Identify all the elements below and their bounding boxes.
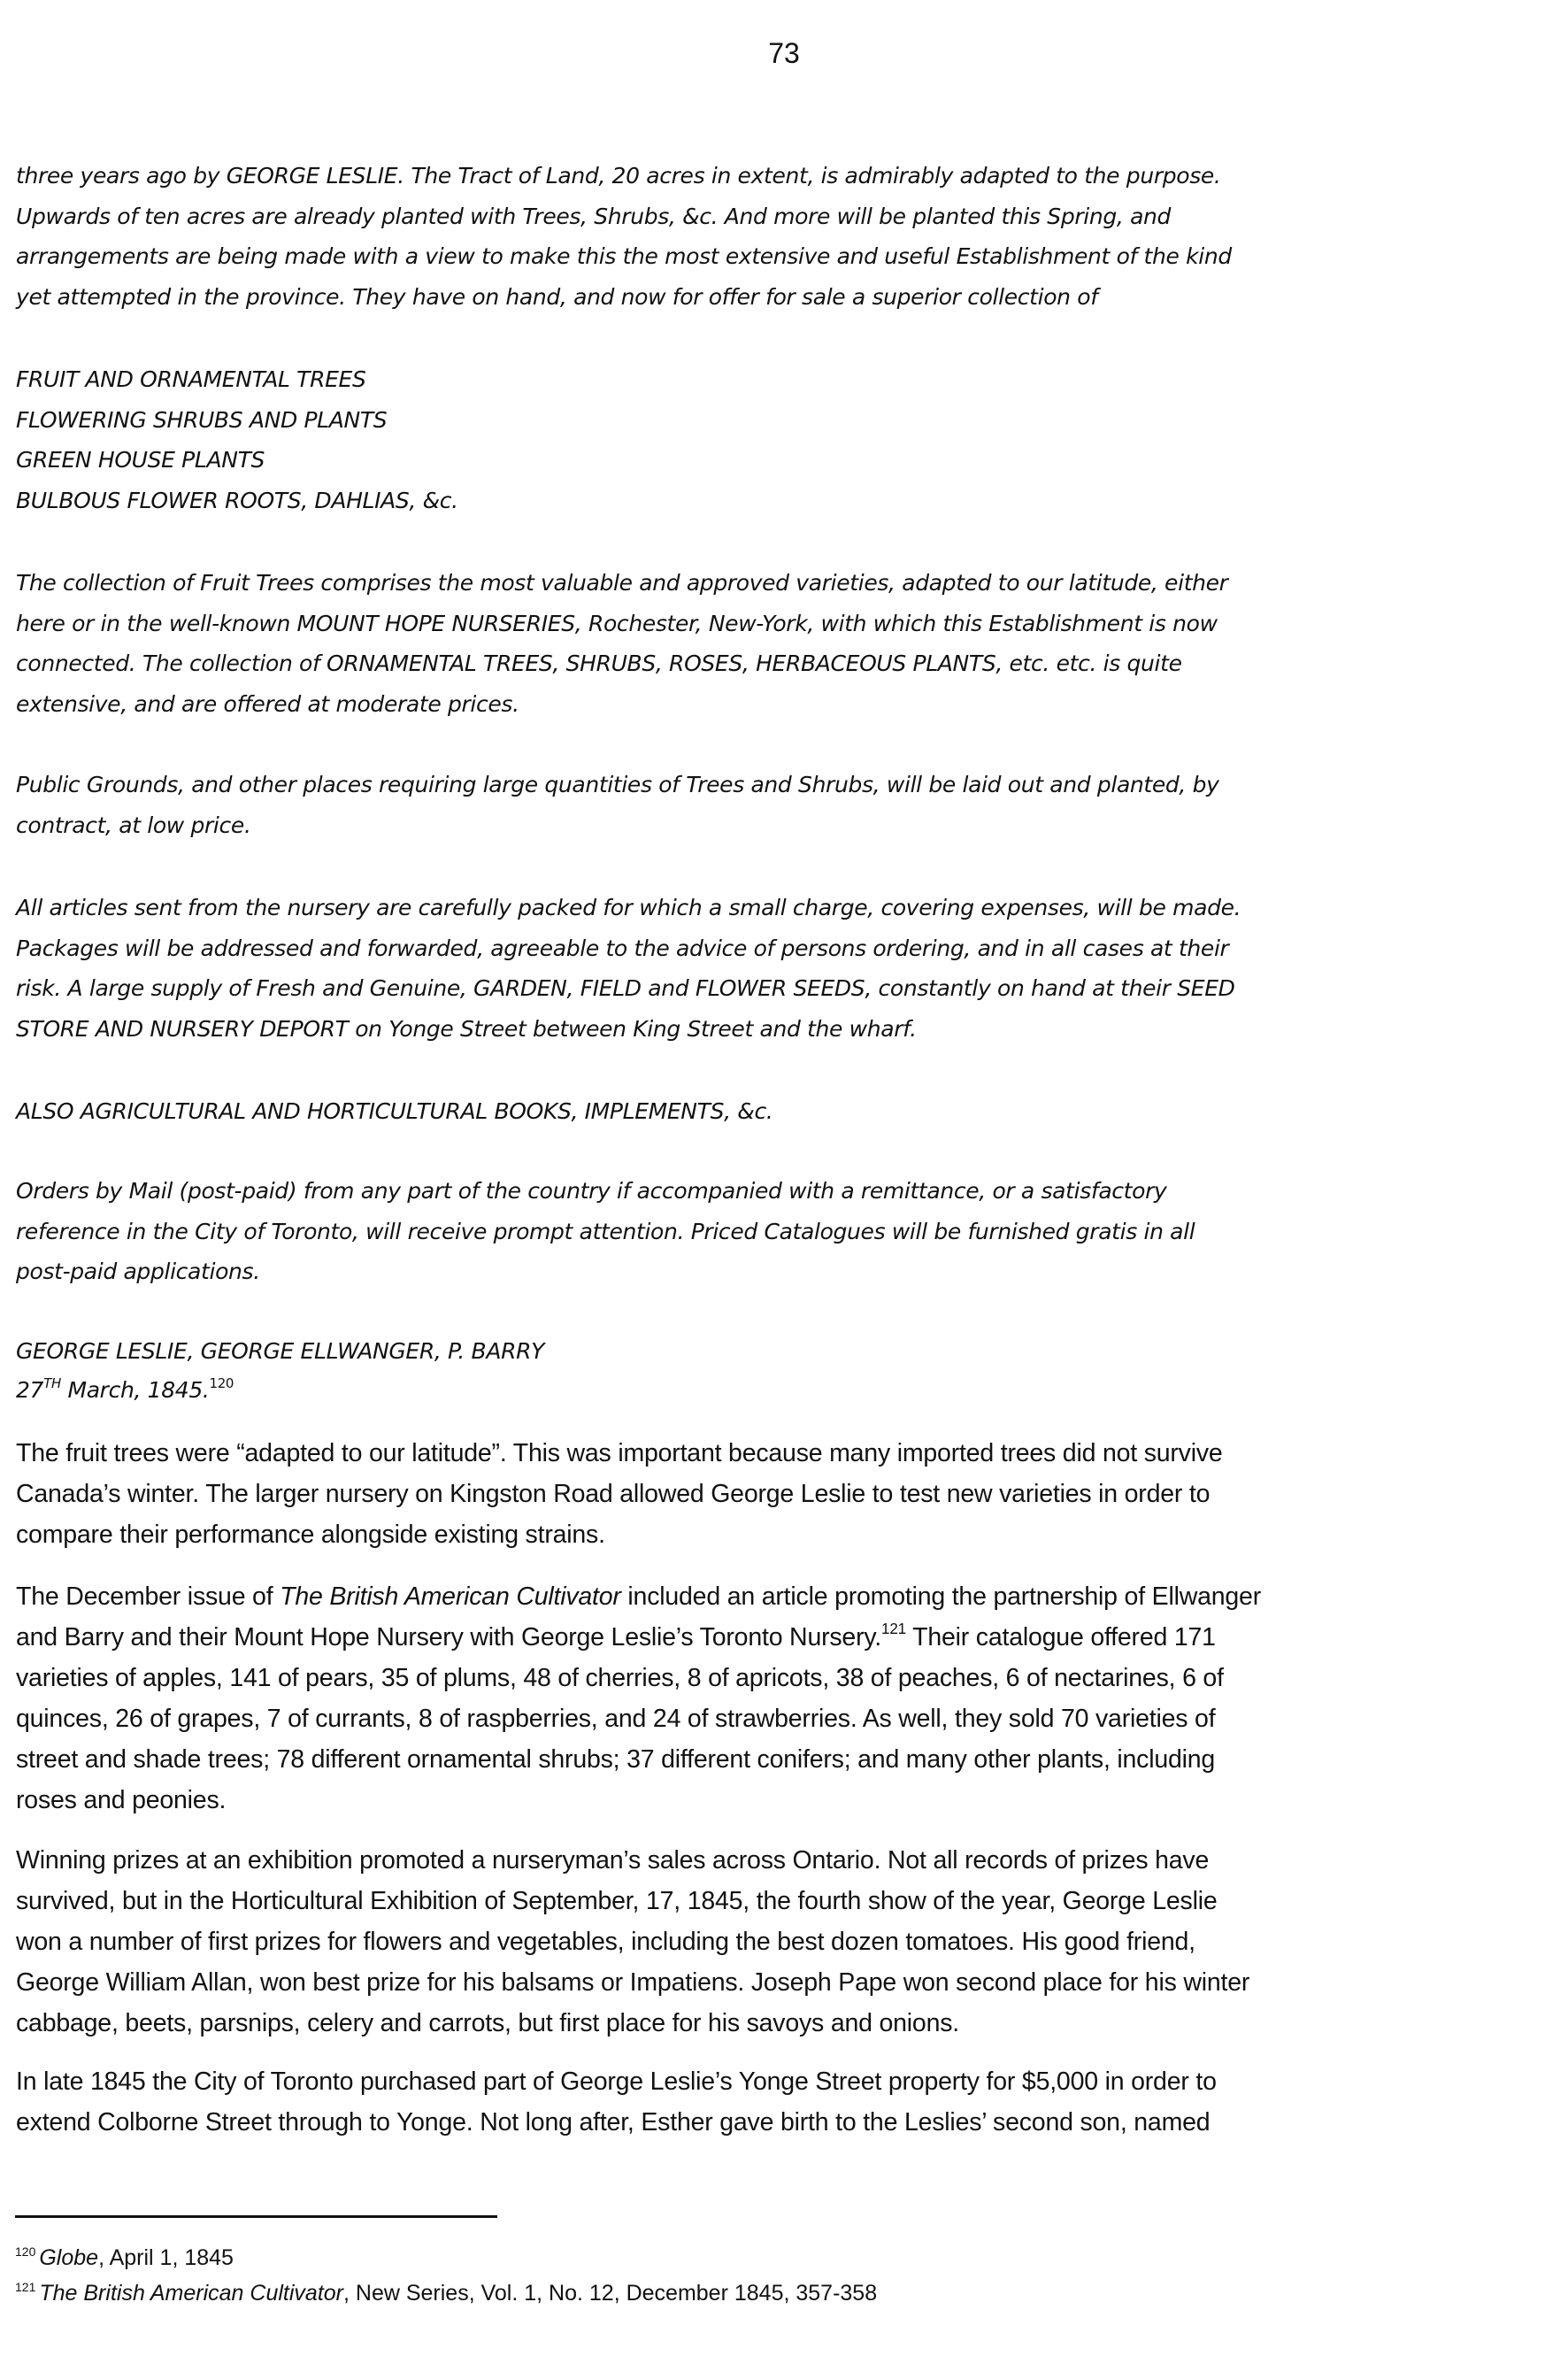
text-line: ALSO AGRICULTURAL AND HORTICULTURAL BOOKS, IMPLEMENTS, &c. [16,1098,773,1124]
advert-signature-block [16,1332,1556,1410]
text-line: Upwards of ten acres are already planted with Trees, Shrubs, &c. And more will be planted this Spring, and [16,203,1172,229]
text-span: included an article promoting the partnership of Ellwanger [620,1582,1261,1611]
list-item: FRUIT AND ORNAMENTAL TREES [16,366,366,392]
advert-public-grounds-paragraph [16,765,1556,845]
footnote-title: Globe [39,2245,99,2270]
list-item: GREEN HOUSE PLANTS [16,447,265,473]
footnote-text: , April 1, 1845 [98,2245,234,2270]
advert-articles-paragraph [16,888,1556,1049]
date-rest: March, 1845. [60,1377,210,1403]
text-line: cabbage, beets, parsnips, celery and carrots, but first place for his savoys and onions. [16,2009,959,2037]
text-span: Their catalogue offered 171 [905,1623,1216,1652]
text-line: Winning prizes at an exhibition promoted a nurseryman’s sales across Ontario. Not all records of prizes have [16,1846,1210,1875]
footnote-title: The British American Cultivator [39,2281,343,2306]
text-line: In late 1845 the City of Toronto purchased part of George Leslie’s Yonge Street property for $5,000 in order to [16,2067,1217,2096]
text-line: connected. The collection of ORNAMENTAL TREES, SHRUBS, ROSES, HERBACEOUS PLANTS, etc. etc. is quite [16,651,1182,676]
text-line: three years ago by GEORGE LESLIE. The Tract of Land, 20 acres in extent, is admirably adapted to the purpose. [16,163,1221,189]
list-item: FLOWERING SHRUBS AND PLANTS [16,406,388,433]
text-line: compare their performance alongside existing strains. [16,1521,605,1549]
text-line: here or in the well-known MOUNT HOPE NURSERIES, Rochester, New-York, with which this Establishment is now [16,610,1218,636]
text-line: Canada’s winter. The larger nursery on Kingston Road allowed George Leslie to test new varieties in order to [16,1480,1211,1508]
text-line: arrangements are being made with a view to make this the most extensive and useful Establishment of the kind [16,243,1232,269]
advert-collection-paragraph [16,563,1556,724]
text-line: George William Allan, won best prize for his balsams or Impatiens. Joseph Pape won second place for his winter [16,1968,1250,1997]
advert-also-line [16,1091,1556,1132]
text-span: The December issue of [16,1582,281,1611]
advert-product-list [16,359,1556,520]
text-line: roses and peonies. [16,1786,227,1814]
text-span: and Barry and their Mount Hope Nursery with George Leslie’s Toronto Nursery. [16,1623,882,1652]
text-line: post-paid applications. [16,1259,260,1284]
text-line: reference in the City of Toronto, will receive prompt attention. Priced Catalogues will be furnished gratis in all [16,1218,1195,1244]
date-suffix: TH [43,1374,61,1391]
text-line: street and shade trees; 78 different ornamental shrubs; 37 different conifers; and many other plants, including [16,1745,1216,1774]
text-line: won a number of first prizes for flowers and vegetables, including the best dozen tomatoes. His good friend, [16,1928,1195,1956]
text-line: The collection of Fruit Trees comprises the most valuable and approved varieties, adapted to our latitude, either [16,570,1228,596]
text-line: contract, at low price. [16,812,251,838]
text-line: quinces, 26 of grapes, 7 of currants, 8 of raspberries, and 24 of strawberries. As well, they sold 70 varieties of [16,1705,1216,1733]
list-item: BULBOUS FLOWER ROOTS, DAHLIAS, &c. [16,487,458,513]
text-line: extend Colborne Street through to Yonge. Not long after, Esther gave birth to the Leslies’ second son, named [16,2108,1211,2137]
text-line: STORE AND NURSERY DEPORT on Yonge Street between King Street and the wharf. [16,1015,917,1042]
body-paragraph-1 [16,1433,1556,1555]
footnote-separator [15,2215,497,2218]
text-line: risk. A large supply of Fresh and Genuine, GARDEN, FIELD and FLOWER SEEDS, constantly on hand at their SEED [16,975,1235,1001]
body-paragraph-2 [16,1576,1556,1821]
body-paragraph-3 [16,1840,1556,2044]
footnote-text: , New Series, Vol. 1, No. 12, December 1845, 357-358 [343,2281,878,2306]
text-line: Packages will be addressed and forwarded, agreeable to the advice of persons ordering, and in all cases at their [16,935,1229,961]
text-line: varieties of apples, 141 of pears, 35 of plums, 48 of cherries, 8 of apricots, 38 of peaches, 6 of nectarines, 6 of [16,1664,1224,1692]
text-line: Public Grounds, and other places requiring large quantities of Trees and Shrubs, will be laid out and planted, by [16,772,1219,797]
text-line [16,1576,1556,1617]
footnote-number: 120 [15,2244,36,2259]
advert-date [16,1371,1556,1410]
text-line: survived, but in the Horticultural Exhibition of September, 17, 1845, the fourth show of the year, George Leslie [16,1887,1218,1915]
text-line: yet attempted in the province. They have on hand, and now for offer for sale a superior collection of [16,283,1098,310]
footnote-120 [15,2237,234,2273]
text-line: Orders by Mail (post-paid) from any part of the country if accompanied with a remittance, or a satisfactory [16,1178,1167,1204]
footnote-number: 121 [15,2280,36,2294]
body-paragraph-4 [16,2061,1556,2143]
text-line: All articles sent from the nursery are carefully packed for which a small charge, covering expenses, will be made. [16,895,1241,920]
footnote-ref-121[interactable]: 121 [881,1621,906,1638]
advert-orders-paragraph [16,1171,1556,1292]
signatories: GEORGE LESLIE, GEORGE ELLWANGER, P. BARRY [16,1338,545,1364]
footnote-ref-120[interactable]: 120 [209,1374,234,1391]
text-line: The fruit trees were “adapted to our latitude”. This was important because many imported trees did not survive [16,1439,1223,1467]
advert-intro-paragraph [16,156,1556,317]
date-day: 27 [16,1377,44,1403]
footnote-121 [15,2272,877,2308]
publication-title: The British American Cultivator [280,1582,621,1611]
page-number: 73 [768,37,800,69]
text-line [16,1617,1556,1658]
text-line: extensive, and are offered at moderate prices. [16,690,519,717]
